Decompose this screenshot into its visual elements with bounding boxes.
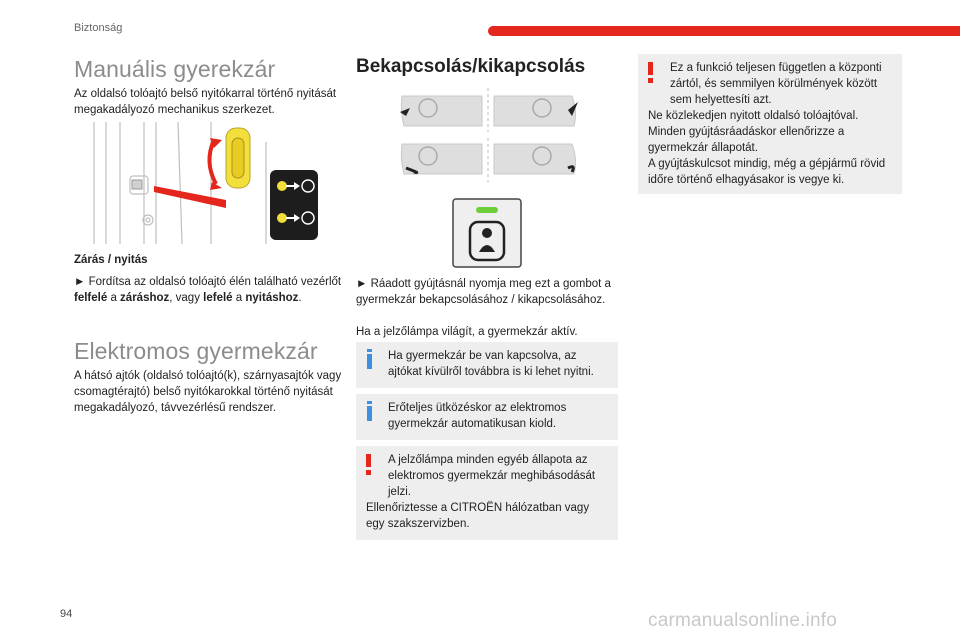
warning-icon [646, 62, 656, 84]
warning-text: A jelzőlámpa minden egyéb állapota az elektromos gyermekzár meghibásodását jelzi. [388, 454, 596, 498]
intro-text: Az oldalsó tolóajtó belső nyitókarral történő nyitását megakadályozó mechanikus szerkezet. [74, 88, 337, 116]
warning-note [356, 446, 618, 540]
activation-instruction: ► Ráadott gyújtásnál nyomja meg ezt a gombot a gyermekzár bekapcsolásához / kikapcsolásához. [356, 278, 611, 306]
warning-line: A gyújtáskulcsot mindig, még a gépjármű rövid időre történő elhagyásakor is vegye ki. [648, 158, 886, 186]
watermark: carmanualsonline.info [648, 610, 838, 631]
warning-icon [364, 454, 374, 476]
heading-manual-child-lock: Manuális gyerekzár [74, 56, 276, 82]
indicator-text: Ha a jelzőlámpa világít, a gyermekzár aktív. [356, 326, 578, 338]
info-note: Erőteljes ütközéskor az elektromos gyermekzár automatikusan kiold. [356, 394, 618, 440]
child-lock-button-illustration [452, 198, 522, 268]
manual-lock-illustration [86, 122, 322, 244]
electric-lock-text: A hátsó ajtók (oldalsó tolóajtó(k), szárnyasajtók vagy csomagtérajtó) belső nyitókarokkal történő nyitását megakadályozó, távvezérlésű rendszer. [74, 370, 342, 414]
heading-electric-child-lock: Elektromos gyermekzár [74, 338, 318, 364]
info-note: Ha gyermekzár be van kapcsolva, az ajtókat kívülről továbbra is ki lehet nyitni. [356, 342, 618, 388]
info-icon [364, 401, 376, 425]
info-icon [364, 349, 376, 373]
door-position-illustration [392, 86, 594, 182]
lock-instruction: ► Fordítsa az oldalsó tolóajtó élén található vezérlőt felfelé a záráshoz, vagy lefelé a nyitáshoz. [74, 276, 342, 304]
section-label: Biztonság [74, 22, 123, 34]
warning-text-2: Ellenőriztesse a CITROËN hálózatban vagy egy szakszervizben. [366, 502, 590, 530]
subheading-lock-unlock: Zárás / nyitás [74, 254, 148, 266]
heading-activation: Bekapcsolás/kikapcsolás [356, 56, 586, 77]
warning-line: Minden gyújtásráadáskor ellenőrizze a gyermekzár állapotát. [648, 126, 845, 154]
warning-line: Ez a funkció teljesen független a központi zártól, és semmilyen körülmények között sem helyettesíti azt. [670, 62, 882, 106]
warning-note [638, 54, 902, 194]
header-accent-bar [488, 26, 960, 36]
warning-line: Ne közlekedjen nyitott oldalsó tolóajtóval. [648, 110, 859, 122]
page-number: 94 [60, 608, 73, 620]
